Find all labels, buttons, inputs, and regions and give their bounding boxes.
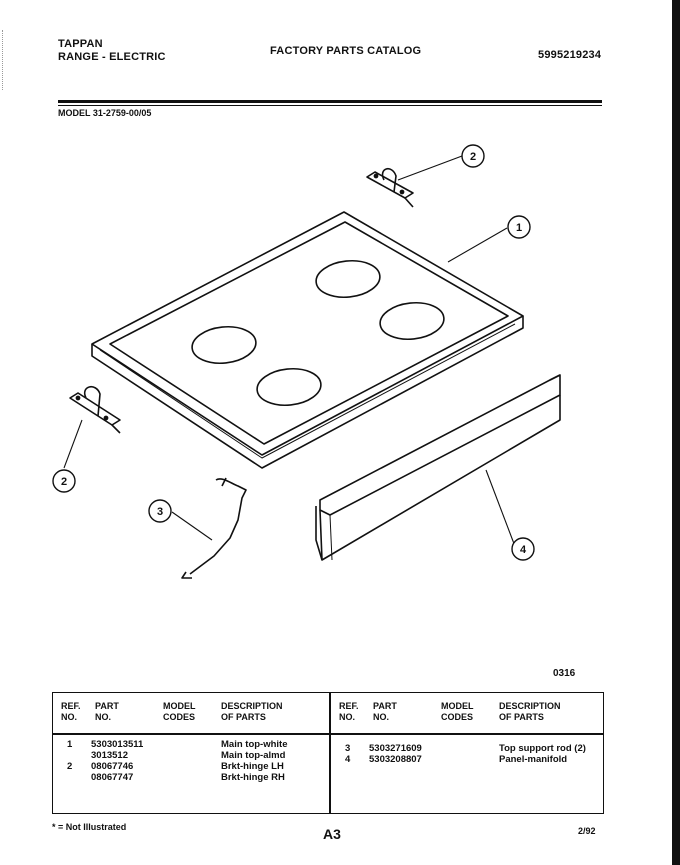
header-part-right-line1: PART [373,701,397,711]
row-part-number: 08067746 [91,761,134,772]
callout-label-2-top: 2 [469,151,477,163]
header-part-right-line2: NO. [373,712,390,722]
row-part-number: 5303013511 [91,739,144,750]
hinge-bracket-lower [70,387,120,433]
header-part-line2: NO. [95,712,112,722]
row-part-number: 3013512 [91,750,128,761]
row-ref: 3 [345,743,351,754]
header-ref [61,701,81,723]
parts-table [52,692,604,814]
row-part-number: 08067747 [91,772,134,783]
header-desc-line1: DESCRIPTION [221,701,283,711]
support-rod [182,478,246,578]
row-description: Brkt-hinge RH [221,772,285,783]
header-model-right [441,701,474,723]
callout-label-2-left: 2 [60,476,68,488]
header-part-line1: PART [95,701,119,711]
model-number: MODEL 31-2759-00/05 [58,108,152,118]
header-description [221,701,283,723]
row-description: Main top-almd [221,750,286,761]
row-description: Top support rod (2) [499,743,586,754]
header-description-right [499,701,561,723]
callout-label-1: 1 [515,222,523,234]
product-type: RANGE - ELECTRIC [58,51,166,63]
hinge-bracket-upper [367,169,413,207]
header-model-line2: CODES [163,712,196,722]
header-model [163,701,196,723]
header-ref-line1: REF. [61,701,81,711]
catalog-title: FACTORY PARTS CATALOG [270,45,422,57]
header-part [95,701,119,723]
header-model-line1: MODEL [163,701,196,711]
revision-date: 2/92 [578,826,596,836]
row-ref: 1 [67,739,73,750]
row-description: Main top-white [221,739,288,750]
table-header-divider [53,733,603,735]
row-description: Panel-manifold [499,754,568,765]
table-column-divider [329,693,331,813]
callout-label-4: 4 [519,544,527,556]
callout-label-3: 3 [156,506,164,518]
row-ref: 2 [67,761,73,772]
catalog-number: 5995219234 [538,49,602,61]
page-id: A3 [323,826,341,842]
row-description: Brkt-hinge LH [221,761,284,772]
header-ref-right [339,701,359,723]
not-illustrated-note: * = Not Illustrated [52,822,127,832]
header-part-right [373,701,397,723]
header-ref-line2: NO. [61,712,78,722]
header-desc-right-line2: OF PARTS [499,712,544,722]
header-ref-right-line2: NO. [339,712,356,722]
row-part-number: 5303208807 [369,754,422,765]
row-part-number: 5303271609 [369,743,422,754]
header-desc-right-line1: DESCRIPTION [499,701,561,711]
header-desc-line2: OF PARTS [221,712,266,722]
header-ref-right-line1: REF. [339,701,359,711]
drawing-code: 0316 [553,668,576,679]
brand-name: TAPPAN [58,38,103,50]
header-model-right-line1: MODEL [441,701,474,711]
header-model-right-line2: CODES [441,712,474,722]
row-ref: 4 [345,754,351,765]
